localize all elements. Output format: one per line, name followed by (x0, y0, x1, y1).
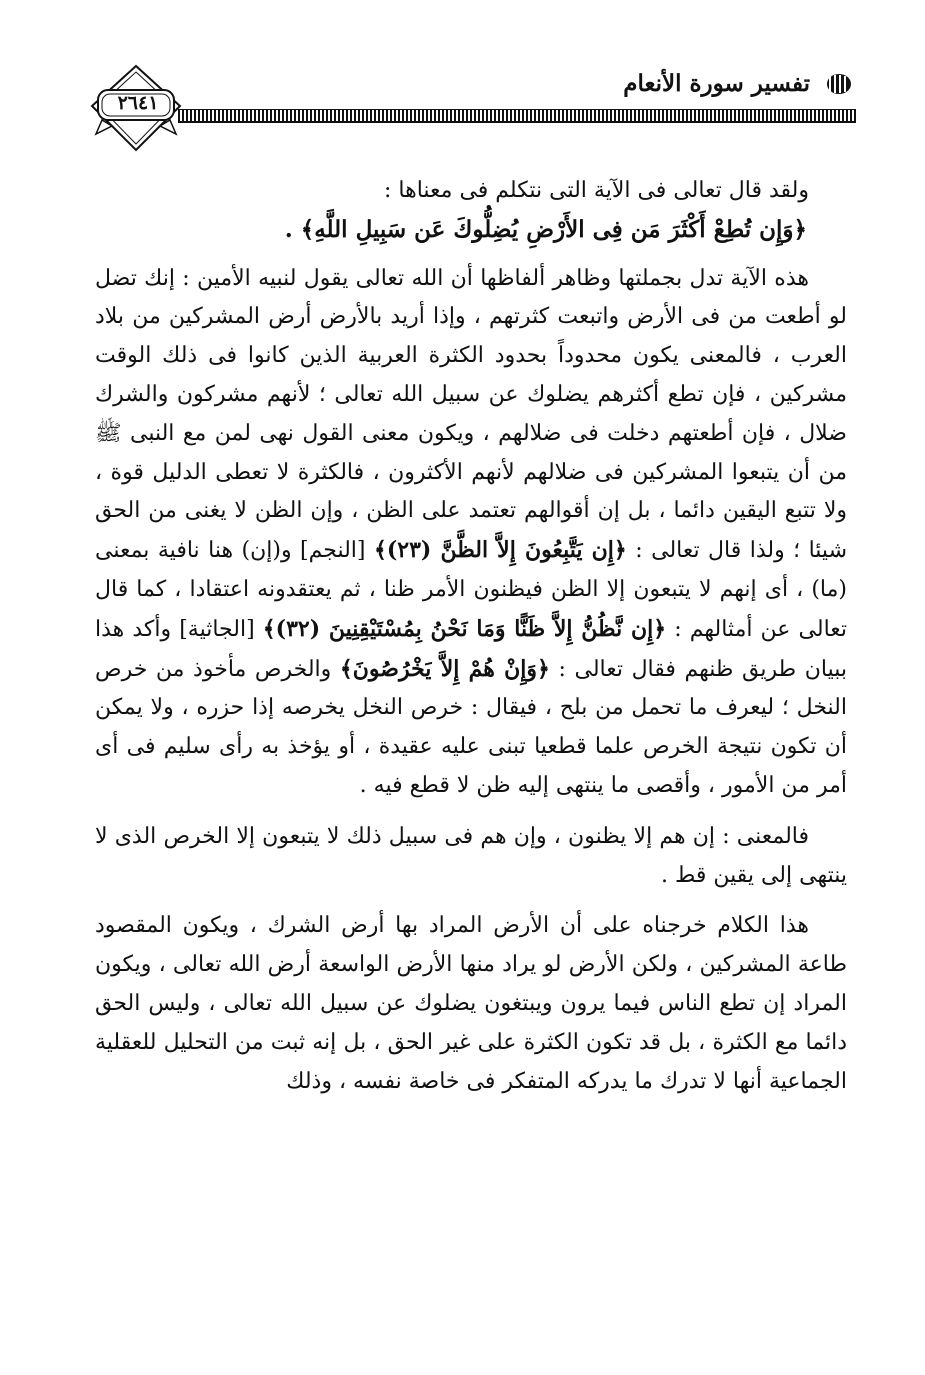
page-title: تفسير سورة الأنعام (623, 70, 810, 97)
quran-quote: ﴿إِن نَّظُنُّ إِلاَّ ظَنًّا وَمَا نَحْنُ بِمُسْتَيْقِنِينَ (٣٢)﴾ (262, 615, 667, 642)
header-rule-bottom (178, 121, 856, 123)
paragraph-text: والخرص مأخوذ من خرص النخل ؛ ليعرف ما تحمل من بلح ، فيقال : خرص النخل يخرصه إذا حزره ، ولا يمكن أن تكون نتيجة الخرص علما قطعيا تبنى عليه عقيدة ، أو يؤخذ به رأى سليم فى أى أمر من الأمور ، وأقصى ما ينتهى إليه ظن لا قطع فيه . (95, 656, 847, 798)
intro-sentence: ولقد قال تعالى فى الآية التى نتكلم فى معناها : (384, 178, 809, 203)
quran-quote: ﴿إِن يَتَّبِعُونَ إِلاَّ الظَّنَّ (٢٣)﴾ (373, 537, 627, 564)
page-header (86, 58, 856, 158)
paragraph-text: [النجم] و(إن) هنا نافية بمعنى (ما) ، أى إنهم لا يتبعون إلا الظن فيظنون الأمر ظنا ، ثم يعتقدونه اعتقادا ، كما قال تعالى عن أمثالهم : (95, 538, 848, 642)
paragraph-2: فالمعنى : إن هم إلا يظنون ، وإن هم فى سبيل ذلك لا يتبعون إلا الخرص الذى لا ينتهى إلى يقين قط . (95, 823, 847, 888)
decorative-flower-icon (824, 72, 854, 96)
paragraph-text: هذه الآية تدل بجملتها وظاهر ألفاظها أن الله تعالى يقول لنبيه الأمين : إنك تضل لو أطعت من فى الأرض واتبعت كثرتهم ، وإذا أريد بالأرض أرض المشركين من بلاد العرب ، فالمعنى يكون محدوداً بحدود الكثرة العربية الذين كانوا فى ذلك الوقت مشركين ، فإن تطع أكثرهم يضلوك عن سبيل الله تعالى ؛ لأنهم مشركون والشرك ضلال ، فإن أطعتهم دخلت فى ضلالهم ، ويكون معنى القول نهى لمن مع النبى ﷺ من أن يتبعوا المشركين فى ضلالهم لأنهم الأكثرون ، فالكثرة لا تعطى الدليل قوة ، ولا تتبع اليقين دائما ، بل إن أقوالهم تعتمد على الظن ، وإن الظن لا يغنى من الحق شيئا ؛ ولذا قال تعالى : (95, 265, 848, 564)
page-number-badge (88, 62, 184, 158)
quran-verse: ﴿وَإِن تُطِعْ أَكْثَرَ مَن فِى الأَرْضِ يُضِلُّوكَ عَن سَبِيلِ اللَّهِ﴾ . (284, 215, 807, 243)
quran-quote: ﴿وَإِنْ هُمْ إِلاَّ يَخْرُصُونَ﴾ (339, 655, 550, 682)
page-number: ٢٦٤١ (117, 92, 159, 114)
page-body (95, 172, 847, 1113)
paragraph-3: هذا الكلام خرجناه على أن الأرض المراد بها أرض الشرك ، ويكون المقصود طاعة المشركين ، ولكن الأرض لو يراد منها الأرض الواسعة أرض الله تعالى ، ويكون المراد إن تطع الناس فيما يرون ويبتغون يضلوك عن سبيل الله تعالى ، وليس الحق دائما مع الكثرة ، بل قد تكون الكثرة على غير الحق ، بل إنه ثبت من التحليل للعقلية الجماعية أنها لا تدرك ما يدركه المتفكر فى خاصة نفسه ، وذلك (95, 913, 847, 1094)
paragraph-text: [الجاثية] وأكد هذا ببيان طريق ظنهم فقال تعالى : (95, 616, 847, 682)
paragraph-1 (95, 260, 847, 806)
